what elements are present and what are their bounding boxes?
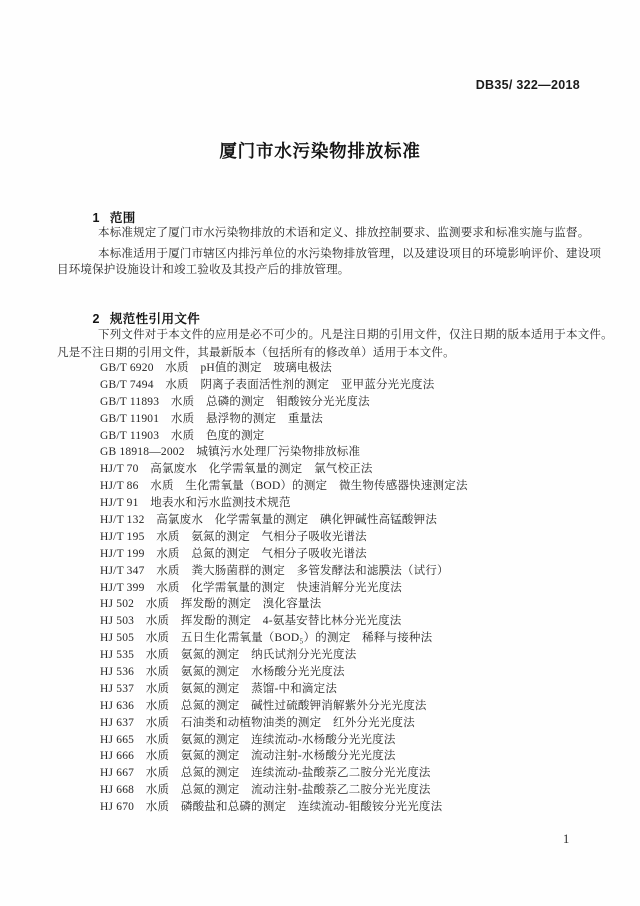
- reference-item: HJ 636 水质 总氮的测定 碱性过硫酸钾消解紫外分光光度法: [100, 699, 427, 712]
- section-2-number: 2: [92, 312, 100, 326]
- reference-item: HJ 637 水质 石油类和动植物油类的测定 红外分光光度法: [100, 716, 415, 729]
- paragraph-line: 本标准适用于厦门市辖区内排污单位的水污染物排放管理，以及建设项目的环境影响评价、建设项: [98, 248, 602, 260]
- reference-item: HJ/T 195 水质 氨氮的测定 气相分子吸收光谱法: [100, 530, 367, 543]
- reference-item: GB/T 11903 水质 色度的测定: [100, 429, 265, 442]
- reference-item: HJ/T 399 水质 化学需氧量的测定 快速消解分光光度法: [100, 581, 402, 594]
- reference-item: HJ 667 水质 总氮的测定 连续流动-盐酸萘乙二胺分光光度法: [100, 767, 431, 780]
- doc-number: DB35/ 322—2018: [475, 78, 580, 92]
- section-1-number: 1: [92, 211, 100, 225]
- reference-item: HJ 668 水质 总氮的测定 流动注射-盐酸萘乙二胺分光光度法: [100, 784, 431, 797]
- reference-item: GB 18918—2002 城镇污水处理厂污染物排放标准: [100, 446, 361, 459]
- reference-item: HJ/T 347 水质 粪大肠菌群的测定 多管发酵法和滤膜法（试行）: [100, 564, 449, 577]
- reference-item: HJ 503 水质 挥发酚的测定 4-氨基安替比林分光光度法: [100, 615, 402, 628]
- reference-item: HJ 670 水质 磷酸盐和总磷的测定 连续流动-钼酸铵分光光度法: [100, 801, 443, 814]
- paragraph-line: 本标准规定了厦门市水污染物排放的术语和定义、排放控制要求、监测要求和标准实施与监督。: [98, 227, 590, 239]
- section-2-intro-paragraph: [57, 326, 613, 362]
- reference-item: GB/T 11893 水质 总磷的测定 钼酸铵分光光度法: [100, 395, 370, 408]
- section-1-paragraph-1: [57, 225, 590, 241]
- references-list: [100, 360, 620, 816]
- reference-item: GB/T 6920 水质 pH值的测定 玻璃电极法: [100, 362, 332, 374]
- reference-item: HJ 665 水质 氨氮的测定 连续流动-水杨酸分光光度法: [100, 733, 396, 746]
- reference-item: HJ 502 水质 挥发酚的测定 溴化容量法: [100, 598, 322, 611]
- reference-item: GB/T 11901 水质 悬浮物的测定 重量法: [100, 412, 323, 425]
- reference-item: HJ 535 水质 氨氮的测定 纳氏试剂分光光度法: [100, 649, 357, 662]
- reference-item: HJ 666 水质 氨氮的测定 流动注射-水杨酸分光光度法: [100, 750, 396, 763]
- reference-item: HJ 505 水质 五日生化需氧量（BOD₅）的测定 稀释与接种法: [100, 632, 433, 645]
- paragraph-line: 凡是不注日期的引用文件，其最新版本（包括所有的修改单）适用于本文件。: [57, 347, 455, 359]
- page-number: 1: [563, 832, 570, 846]
- paragraph-line: 目环境保护设施设计和竣工验收及其投产后的排放管理。: [57, 263, 350, 276]
- paragraph-line: 下列文件对于本文件的应用是必不可少的。凡是注日期的引用文件，仅注日期的版本适用于本文件。: [98, 329, 613, 341]
- reference-item: HJ/T 199 水质 总氮的测定 气相分子吸收光谱法: [100, 547, 367, 560]
- reference-item: HJ/T 70 高氯废水 化学需氧量的测定 氯气校正法: [100, 463, 373, 476]
- page-title: 厦门市水污染物排放标准: [219, 141, 421, 161]
- section-1-title: 范围: [109, 211, 136, 225]
- section-2-title: 规范性引用文件: [109, 312, 201, 326]
- section-1-paragraph-2: [57, 247, 602, 279]
- reference-item: HJ/T 91 地表水和污水监测技术规范: [100, 497, 291, 510]
- reference-item: HJ 536 水质 氨氮的测定 水杨酸分光光度法: [100, 666, 345, 679]
- reference-item: GB/T 7494 水质 阴离子表面活性剂的测定 亚甲蓝分光光度法: [100, 378, 435, 391]
- reference-item: HJ 537 水质 氨氮的测定 蒸馏-中和滴定法: [100, 682, 338, 695]
- reference-item: HJ/T 132 高氯废水 化学需氧量的测定 碘化钾碱性高锰酸钾法: [100, 514, 438, 527]
- reference-item: HJ/T 86 水质 生化需氧量（BOD）的测定 微生物传感器快速测定法: [100, 480, 468, 493]
